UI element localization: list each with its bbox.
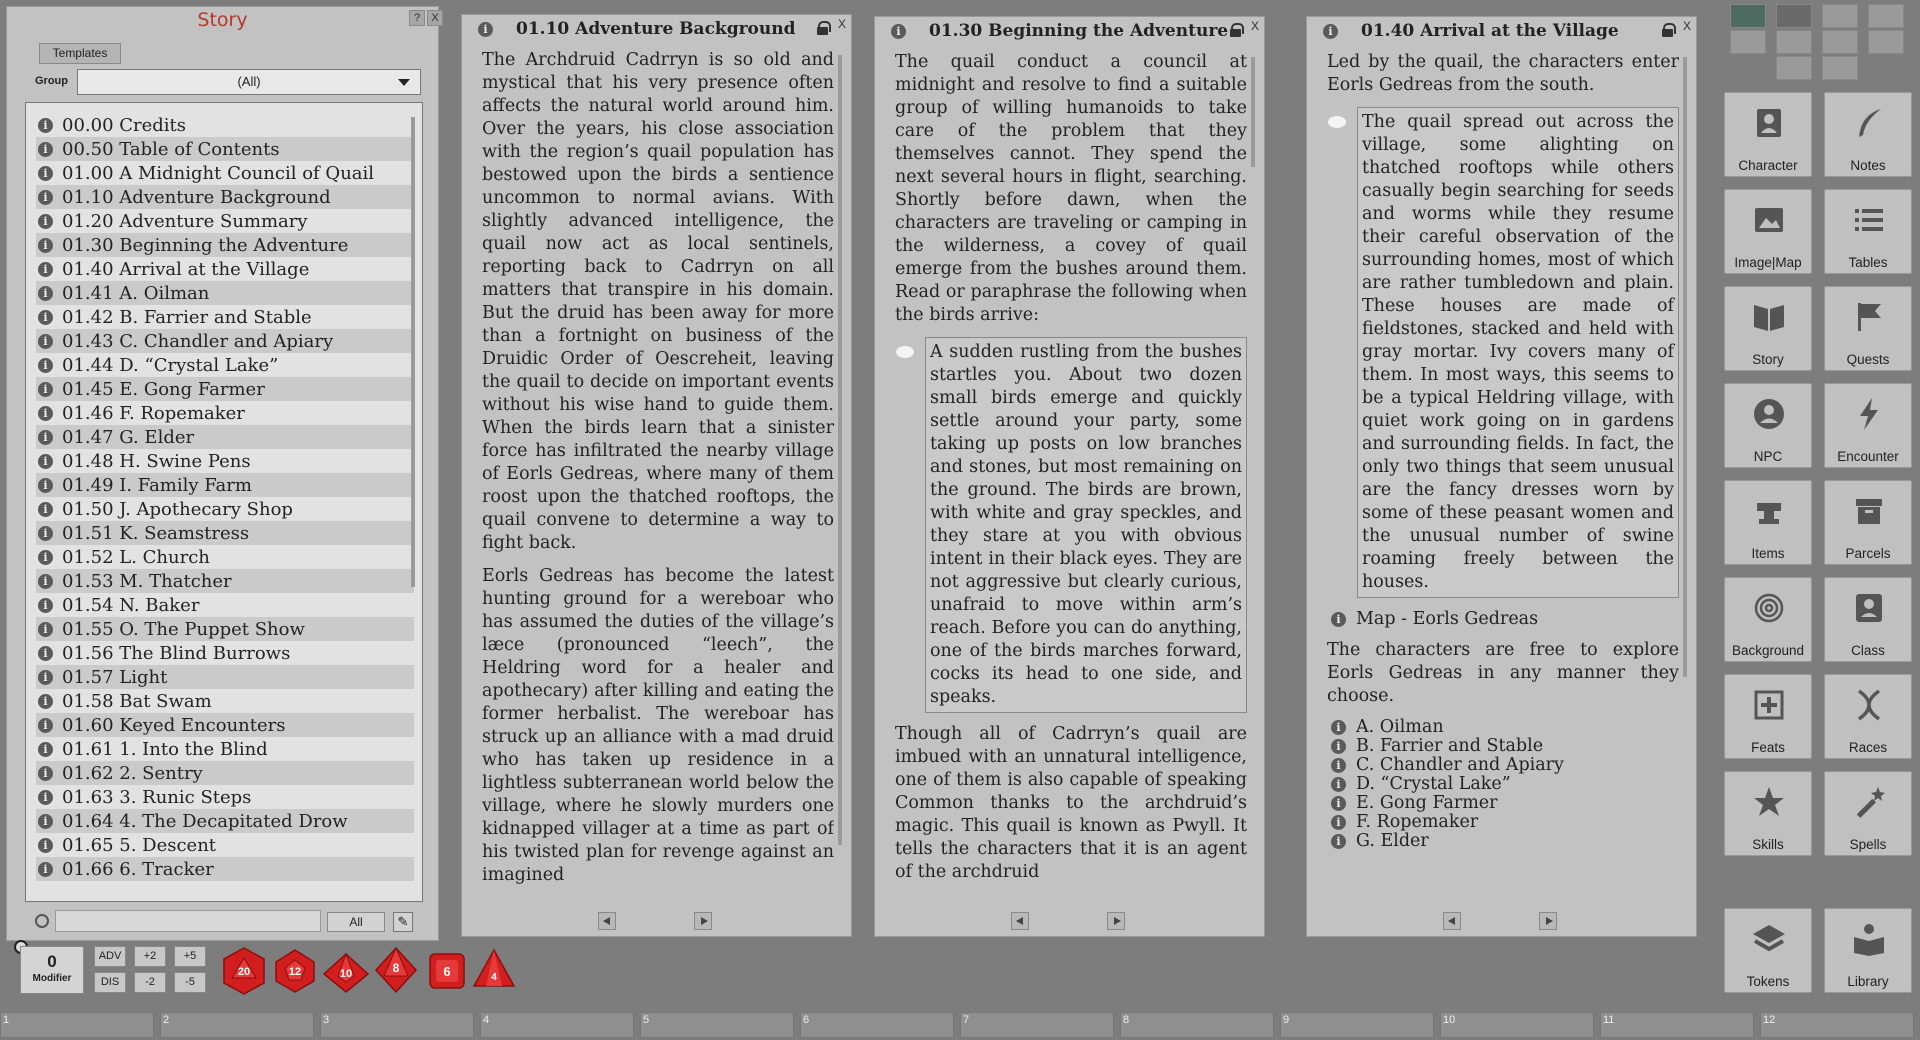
d6-label: 6 bbox=[443, 964, 451, 979]
hotkey-slot[interactable] bbox=[1120, 1012, 1274, 1038]
prev-entry-button[interactable] bbox=[1443, 912, 1461, 930]
d10-die-icon[interactable] bbox=[322, 952, 370, 994]
entry-text bbox=[1327, 51, 1679, 911]
tokens-button[interactable] bbox=[1724, 908, 1812, 993]
speech-bubble-icon bbox=[1328, 116, 1346, 128]
story-list-item[interactable] bbox=[36, 329, 414, 353]
npc-button[interactable] bbox=[1724, 383, 1812, 468]
story-list-item-label: 01.43 C. Chandler and Apiary bbox=[62, 330, 334, 352]
location-link-label: A. Oilman bbox=[1356, 717, 1444, 737]
sidebar-button-label: Races bbox=[1848, 740, 1888, 755]
story-list-item-label: 01.40 Arrival at the Village bbox=[62, 258, 310, 280]
hotkey-slot[interactable] bbox=[800, 1012, 954, 1038]
story-list-item[interactable] bbox=[36, 137, 414, 161]
story-list-item[interactable] bbox=[36, 737, 414, 761]
location-link-label: C. Chandler and Apiary bbox=[1356, 755, 1564, 775]
scrollbar[interactable] bbox=[1251, 57, 1255, 167]
location-link-label: F. Ropemaker bbox=[1356, 812, 1479, 832]
info-icon: i bbox=[1323, 24, 1338, 39]
pencil-icon: ✎ bbox=[397, 914, 409, 929]
map-link[interactable] bbox=[1331, 608, 1679, 631]
story-list-scrollbar[interactable] bbox=[411, 117, 415, 587]
location-link-label: B. Farrier and Stable bbox=[1356, 736, 1544, 756]
sidebar-button-label: Feats bbox=[1751, 740, 1785, 755]
close-button[interactable]: X bbox=[1250, 19, 1259, 33]
hotkey-number: 3 bbox=[323, 1014, 330, 1026]
story-list-item[interactable] bbox=[36, 857, 414, 881]
skills-button[interactable] bbox=[1724, 771, 1812, 856]
entry-text bbox=[895, 51, 1247, 911]
d20-die-icon[interactable] bbox=[220, 946, 268, 996]
info-icon: i bbox=[38, 742, 53, 757]
story-list-item[interactable] bbox=[36, 689, 414, 713]
next-entry-button[interactable] bbox=[1107, 912, 1125, 930]
info-icon: i bbox=[1331, 612, 1346, 627]
sidebar-button-label: Background bbox=[1731, 643, 1805, 658]
info-icon: i bbox=[38, 838, 53, 853]
next-entry-button[interactable] bbox=[1539, 912, 1557, 930]
plus-box-icon bbox=[1751, 687, 1787, 723]
hotkey-slot[interactable] bbox=[640, 1012, 794, 1038]
story-list-item[interactable] bbox=[36, 233, 414, 257]
races-button[interactable] bbox=[1824, 674, 1912, 759]
info-icon: i bbox=[38, 862, 53, 877]
info-icon: i bbox=[38, 118, 53, 133]
info-icon: i bbox=[38, 526, 53, 541]
info-icon: i bbox=[1331, 796, 1346, 811]
story-list-item[interactable] bbox=[36, 833, 414, 857]
story-list-item-label: 01.49 I. Family Farm bbox=[62, 474, 252, 496]
flag-icon bbox=[1851, 299, 1887, 335]
story-list-item-label: 01.00 A Midnight Council of Quail bbox=[62, 162, 375, 184]
story-list-item-label: 01.30 Beginning the Adventure bbox=[62, 234, 349, 256]
story-entry-window-arrival bbox=[1306, 16, 1697, 937]
story-entry-window-beginning bbox=[874, 16, 1265, 937]
background-button[interactable] bbox=[1724, 577, 1812, 662]
story-list-item[interactable] bbox=[36, 761, 414, 785]
story-list-item[interactable] bbox=[36, 569, 414, 593]
modifier-box[interactable] bbox=[20, 946, 84, 994]
d6-die-icon[interactable] bbox=[428, 952, 466, 990]
paragraph: The characters are free to explore Eorls Gedreas in any manner they choose. bbox=[1327, 640, 1679, 706]
d8-die-icon[interactable] bbox=[374, 946, 418, 994]
story-list-item-label: 01.48 H. Swine Pens bbox=[62, 450, 251, 472]
story-list-item[interactable] bbox=[36, 281, 414, 305]
read-aloud-text: The quail spread out across the village, some alighting on thatched rooftops while others casually begin searching for seeds and worms while they resume their careful observation of the surrounding homes, most of which are rather tumbledown and plain. These houses are made of fieldstones, stacked and held with gray mortar. Ivy covers many of them. In most ways, this seems to be a typical Heldring village, with quiet work going on in gardens and surrounding fields. In fact, the only two things that seem unusual are the fancy dresses worn by some of these peasant women and the unusual number of swine roaming freely between the houses. bbox=[1362, 112, 1674, 592]
advantage-button[interactable]: ADV bbox=[94, 946, 126, 967]
sidebar-button-label: Tables bbox=[1848, 255, 1888, 270]
map-thumbnail-icon[interactable] bbox=[1730, 4, 1766, 28]
story-list-item[interactable] bbox=[36, 665, 414, 689]
story-list-item[interactable] bbox=[36, 257, 414, 281]
close-button[interactable]: X bbox=[1682, 19, 1691, 33]
sidebar-button-label: Character bbox=[1738, 158, 1798, 173]
info-icon: i bbox=[891, 24, 906, 39]
story-list-item-label: 01.58 Bat Swam bbox=[62, 690, 212, 712]
paragraph: Though all of Cadrryn’s quail are imbued with an unnatural intelligence, one of them is also capable of speaking Common thanks to the archdruid’s magic. This quail is known as Pwyll. It tells the characters that it is an agent of the archdruid bbox=[895, 724, 1247, 882]
search-input[interactable] bbox=[55, 910, 321, 932]
info-icon: i bbox=[38, 286, 53, 301]
feats-button[interactable] bbox=[1724, 674, 1812, 759]
plus-2-button[interactable]: +2 bbox=[134, 946, 166, 967]
library-icon bbox=[1851, 921, 1887, 957]
info-icon: i bbox=[1331, 739, 1346, 754]
paragraph: Led by the quail, the characters enter Eorls Gedreas from the south. bbox=[1327, 52, 1679, 95]
search-icon bbox=[35, 914, 49, 928]
info-icon: i bbox=[1331, 758, 1346, 773]
story-list-item[interactable] bbox=[36, 449, 414, 473]
story-list-item-label: 01.60 Keyed Encounters bbox=[62, 714, 286, 736]
story-list-item-label: 01.20 Adventure Summary bbox=[62, 210, 308, 232]
encounter-button[interactable] bbox=[1824, 383, 1912, 468]
scrollbar[interactable] bbox=[1683, 57, 1687, 677]
hotkey-number: 10 bbox=[1443, 1014, 1456, 1026]
image-map-button[interactable] bbox=[1724, 189, 1812, 274]
info-icon: i bbox=[38, 502, 53, 517]
library-label: Library bbox=[1847, 974, 1889, 989]
hotkey-number: 8 bbox=[1123, 1014, 1130, 1026]
info-icon: i bbox=[38, 550, 53, 565]
hotkey-slot[interactable] bbox=[1280, 1012, 1434, 1038]
info-icon: i bbox=[38, 646, 53, 661]
story-list-item-label: 01.66 6. Tracker bbox=[62, 858, 214, 880]
info-icon: i bbox=[1331, 720, 1346, 735]
info-icon: i bbox=[38, 454, 53, 469]
users-icon[interactable] bbox=[1868, 4, 1904, 28]
story-list-item[interactable] bbox=[36, 209, 414, 233]
hotkey-number: 9 bbox=[1283, 1014, 1290, 1026]
story-list-item-label: 01.50 J. Apothecary Shop bbox=[62, 498, 293, 520]
read-aloud-box bbox=[1357, 107, 1679, 598]
tables-button[interactable] bbox=[1824, 189, 1912, 274]
story-button[interactable] bbox=[1724, 286, 1812, 371]
list-icon bbox=[1851, 202, 1887, 238]
sidebar-button-label: Class bbox=[1851, 643, 1885, 658]
story-list-item[interactable] bbox=[36, 161, 414, 185]
edit-list-button[interactable] bbox=[393, 912, 413, 932]
info-icon: i bbox=[38, 214, 53, 229]
npc-icon bbox=[1751, 396, 1787, 432]
story-list-item-label: 01.52 L. Church bbox=[62, 546, 210, 568]
story-list-item[interactable] bbox=[36, 401, 414, 425]
close-button[interactable]: X bbox=[427, 10, 443, 26]
story-list-item[interactable] bbox=[36, 593, 414, 617]
sidebar-button-label: Quests bbox=[1846, 352, 1890, 367]
info-icon: i bbox=[38, 166, 53, 181]
info-icon: i bbox=[38, 766, 53, 781]
hotkey-slot[interactable] bbox=[1440, 1012, 1594, 1038]
modifier-value: 0 bbox=[47, 952, 57, 971]
d4-label: 4 bbox=[491, 972, 497, 983]
lock-icon[interactable] bbox=[817, 21, 828, 35]
entry-title: 01.30 Beginning the Adventure bbox=[929, 21, 1229, 41]
info-icon: i bbox=[38, 814, 53, 829]
info-icon: i bbox=[1331, 834, 1346, 849]
d20-label: 20 bbox=[237, 966, 251, 978]
info-icon: i bbox=[38, 790, 53, 805]
sidebar-button-label: Items bbox=[1751, 546, 1785, 561]
hotkey-number: 1 bbox=[3, 1014, 10, 1026]
sidebar-button-label: Skills bbox=[1752, 837, 1784, 852]
info-icon: i bbox=[38, 238, 53, 253]
hotkey-slot[interactable] bbox=[160, 1012, 314, 1038]
calendar-icon[interactable] bbox=[1730, 30, 1766, 54]
info-icon: i bbox=[38, 598, 53, 613]
story-list-item-label: 01.42 B. Farrier and Stable bbox=[62, 306, 312, 328]
scrollbar[interactable] bbox=[838, 55, 842, 845]
info-icon: i bbox=[38, 430, 53, 445]
parcels-button[interactable] bbox=[1824, 480, 1912, 565]
class-button[interactable] bbox=[1824, 577, 1912, 662]
wand-map-icon[interactable] bbox=[1776, 4, 1812, 28]
image-icon bbox=[1751, 202, 1787, 238]
hotkey-number: 4 bbox=[483, 1014, 490, 1026]
d12-label: 12 bbox=[288, 966, 302, 978]
location-link[interactable] bbox=[1331, 832, 1679, 851]
tokens-label: Tokens bbox=[1746, 974, 1790, 989]
sidebar-button-label: Encounter bbox=[1837, 449, 1899, 464]
entry-title: 01.10 Adventure Background bbox=[516, 19, 796, 39]
story-list-item-label: 01.45 E. Gong Farmer bbox=[62, 378, 265, 400]
story-list-item[interactable] bbox=[36, 497, 414, 521]
story-list-item-label: 01.61 1. Into the Blind bbox=[62, 738, 268, 760]
sidebar-button-label: Story bbox=[1752, 352, 1784, 367]
story-list-item-label: 01.64 4. The Decapitated Drow bbox=[62, 810, 348, 832]
map-link-label: Map - Eorls Gedreas bbox=[1356, 609, 1539, 629]
info-icon: i bbox=[38, 622, 53, 637]
tools-icon[interactable] bbox=[1822, 4, 1858, 28]
story-list-item[interactable] bbox=[36, 641, 414, 665]
hotkey-number: 12 bbox=[1763, 1014, 1776, 1026]
info-icon: i bbox=[38, 334, 53, 349]
character-button[interactable] bbox=[1724, 92, 1812, 177]
hotkey-number: 6 bbox=[803, 1014, 810, 1026]
paragraph: The Archdruid Cadrryn is so old and mystical that his very presence often affects the natural world around him. Over the years, his close association with the region’s quail population has bestowed upon the birds a sentience uncommon to normal avians. With slightly advanced intelligence, the quail now act as local sentinels, reporting back to Cadrryn on all matters that transpire in his domain. But the druid has been away for more than a fortnight on business of the Druidic Order of Oescreheit, leaving the quail to decide on important events without his wise hand to guide them. When the birds learn that a sinister force has infiltrated the nearby village of Eorls Gedreas, where many of them roost upon the thatched rooftops, the quail convene to determine a way to fight back. bbox=[482, 50, 834, 553]
d4-die-icon[interactable] bbox=[472, 948, 516, 990]
d8-label: 8 bbox=[392, 961, 400, 975]
story-list-item[interactable] bbox=[36, 185, 414, 209]
location-link-label: E. Gong Farmer bbox=[1356, 793, 1498, 813]
story-list-item-label: 01.54 N. Baker bbox=[62, 594, 200, 616]
paragraph: The quail conduct a council at midnight and resolve to find a suitable group of willing humanoids to take care of the problem that they themselves cannot. They spend the next several hours in flight, searching. Shortly before dawn, when the characters are traveling or camping in the wilderness, a covey of quail emerge from the bushes around them. Read or paraphrase the following when the birds arrive: bbox=[895, 52, 1247, 325]
moon-icon[interactable] bbox=[1822, 30, 1858, 54]
wand-icon bbox=[1851, 784, 1887, 820]
story-list-item-label: 01.55 O. The Puppet Show bbox=[62, 618, 305, 640]
story-list-item-label: 01.44 D. “Crystal Lake” bbox=[62, 354, 279, 376]
story-title: Story bbox=[197, 9, 248, 31]
entry-text bbox=[482, 49, 834, 911]
group-select-value: (All) bbox=[237, 74, 261, 89]
story-list-item[interactable] bbox=[36, 473, 414, 497]
story-list-item[interactable] bbox=[36, 617, 414, 641]
d10-label: 10 bbox=[339, 968, 353, 980]
hotkey-slot[interactable] bbox=[960, 1012, 1114, 1038]
info-icon: i bbox=[38, 382, 53, 397]
prev-entry-button[interactable] bbox=[598, 912, 616, 930]
info-icon: i bbox=[38, 478, 53, 493]
quests-button[interactable] bbox=[1824, 286, 1912, 371]
chevron-down-icon bbox=[398, 79, 410, 86]
hotkey-slot[interactable] bbox=[480, 1012, 634, 1038]
location-links bbox=[1331, 718, 1679, 851]
book-icon bbox=[1751, 299, 1787, 335]
identity-icon[interactable] bbox=[1822, 56, 1858, 80]
story-list-item[interactable] bbox=[36, 713, 414, 737]
hotkey-number: 5 bbox=[643, 1014, 650, 1026]
box-icon bbox=[1851, 493, 1887, 529]
story-list-item-label: 01.57 Light bbox=[62, 666, 168, 688]
spells-button[interactable] bbox=[1824, 771, 1912, 856]
quill-icon bbox=[1851, 105, 1887, 141]
lock-icon[interactable] bbox=[1662, 23, 1673, 37]
info-icon: i bbox=[38, 670, 53, 685]
speech-bubble-icon bbox=[896, 346, 914, 358]
story-list-item-label: 01.56 The Blind Burrows bbox=[62, 642, 291, 664]
dna-icon bbox=[1851, 687, 1887, 723]
read-aloud-box bbox=[925, 337, 1247, 713]
prev-entry-button[interactable] bbox=[1011, 912, 1029, 930]
hotkey-number: 11 bbox=[1603, 1014, 1615, 1026]
hotkey-slot[interactable] bbox=[1760, 1012, 1914, 1038]
story-list-item-label: 00.00 Credits bbox=[62, 114, 187, 136]
hotkey-number: 2 bbox=[163, 1014, 170, 1026]
read-aloud-text: A sudden rustling from the bushes startles you. About two dozen small birds emerge and quickly settle around your party, some taking up posts on low branches and stones, but most remaining on the ground. The birds are brown, with white and gray speckles, and they stare at you with obvious intent in their black eyes. They are not aggressive but clearly curious, unafraid to move within arm’s reach. Before you can do anything, one of the birds marches forward, cocks its head to one side, and speaks. bbox=[930, 342, 1242, 707]
fingerprint-icon bbox=[1751, 590, 1787, 626]
close-button[interactable]: X bbox=[837, 17, 846, 31]
story-list-item-label: 01.62 2. Sentry bbox=[62, 762, 203, 784]
info-icon: i bbox=[38, 406, 53, 421]
story-list-item[interactable] bbox=[36, 113, 414, 137]
lock-icon[interactable] bbox=[1230, 23, 1241, 37]
story-list-item-label: 01.51 K. Seamstress bbox=[62, 522, 250, 544]
info-icon: i bbox=[38, 718, 53, 733]
story-list-item[interactable] bbox=[36, 809, 414, 833]
badge-icon bbox=[1851, 590, 1887, 626]
story-list-item[interactable] bbox=[36, 425, 414, 449]
group-select[interactable] bbox=[77, 69, 421, 95]
story-list-item-label: 01.63 3. Runic Steps bbox=[62, 786, 252, 808]
templates-button[interactable]: Templates bbox=[39, 43, 121, 64]
screenshot-icon[interactable] bbox=[1776, 56, 1812, 80]
modifier-label: Modifier bbox=[32, 973, 72, 984]
story-list-item-label: 01.65 5. Descent bbox=[62, 834, 217, 856]
story-list-item-label: 01.10 Adventure Background bbox=[62, 186, 331, 208]
entry-title: 01.40 Arrival at the Village bbox=[1361, 21, 1619, 41]
group-label: Group bbox=[35, 75, 68, 87]
hotkey-slot[interactable] bbox=[320, 1012, 474, 1038]
info-icon: i bbox=[38, 310, 53, 325]
sidebar-button-label: Image|Map bbox=[1734, 255, 1802, 270]
location-link-label: D. “Crystal Lake” bbox=[1356, 774, 1511, 794]
sidebar-button-label: NPC bbox=[1753, 449, 1783, 464]
hotkey-slot[interactable] bbox=[0, 1012, 154, 1038]
star-icon bbox=[1751, 784, 1787, 820]
story-list-item[interactable] bbox=[36, 785, 414, 809]
story-list bbox=[25, 102, 423, 902]
info-icon: i bbox=[478, 22, 493, 37]
story-list-item[interactable] bbox=[36, 521, 414, 545]
next-entry-button[interactable] bbox=[694, 912, 712, 930]
story-list-item-label: 01.46 F. Ropemaker bbox=[62, 402, 245, 424]
story-list-item[interactable] bbox=[36, 545, 414, 569]
story-list-item[interactable] bbox=[36, 353, 414, 377]
info-icon: i bbox=[1331, 777, 1346, 792]
sidebar-button-label: Notes bbox=[1850, 158, 1886, 173]
minus-2-button[interactable]: -2 bbox=[134, 972, 166, 993]
info-icon: i bbox=[38, 574, 53, 589]
info-icon: i bbox=[38, 190, 53, 205]
sidebar-button-label: Spells bbox=[1849, 837, 1887, 852]
hotkey-slot[interactable] bbox=[1600, 1012, 1754, 1038]
library-button[interactable] bbox=[1824, 908, 1912, 993]
paragraph: Eorls Gedreas has become the latest hunting ground for a wereboar who has assumed the duties of the village’s læce (pronounced “leech”, the Heldring word for a healer and apothecary) after killing and eating the former herbalist. The wereboar has struck up an alliance with a mad druid who has taken up residence in a lightless subterranean world below the village, where he slowly murders one kidnapped villager at a time as part of his twisted plan for revenge against an imagined bbox=[482, 566, 834, 885]
story-list-item-label: 00.50 Table of Contents bbox=[62, 138, 280, 160]
all-filter-button[interactable]: All bbox=[327, 912, 385, 932]
person-icon bbox=[1751, 105, 1787, 141]
story-list-item[interactable] bbox=[36, 305, 414, 329]
info-icon: i bbox=[1331, 815, 1346, 830]
info-icon: i bbox=[38, 358, 53, 373]
info-icon: i bbox=[38, 694, 53, 709]
d12-die-icon[interactable] bbox=[272, 948, 318, 994]
info-icon: i bbox=[38, 142, 53, 157]
items-button[interactable] bbox=[1724, 480, 1812, 565]
hotkey-number: 7 bbox=[963, 1014, 970, 1026]
disadvantage-button[interactable]: DIS bbox=[94, 972, 126, 993]
settings-gear-icon[interactable] bbox=[1868, 30, 1904, 54]
notes-button[interactable] bbox=[1824, 92, 1912, 177]
help-button[interactable]: ? bbox=[409, 10, 425, 26]
info-icon: i bbox=[38, 262, 53, 277]
story-list-item-label: 01.47 G. Elder bbox=[62, 426, 195, 448]
lightning-icon bbox=[1851, 396, 1887, 432]
plus-5-button[interactable]: +5 bbox=[174, 946, 206, 967]
anvil-icon bbox=[1751, 493, 1787, 529]
minus-5-button[interactable]: -5 bbox=[174, 972, 206, 993]
sidebar-button-label: Parcels bbox=[1845, 546, 1891, 561]
story-window bbox=[6, 6, 439, 941]
location-link-label: G. Elder bbox=[1356, 831, 1429, 851]
layers-icon bbox=[1751, 921, 1787, 957]
story-entry-window-background bbox=[461, 14, 852, 937]
story-list-item-label: 01.41 A. Oilman bbox=[62, 282, 210, 304]
story-list-item[interactable] bbox=[36, 377, 414, 401]
palette-icon[interactable] bbox=[1776, 30, 1812, 54]
story-list-item-label: 01.53 M. Thatcher bbox=[62, 570, 232, 592]
